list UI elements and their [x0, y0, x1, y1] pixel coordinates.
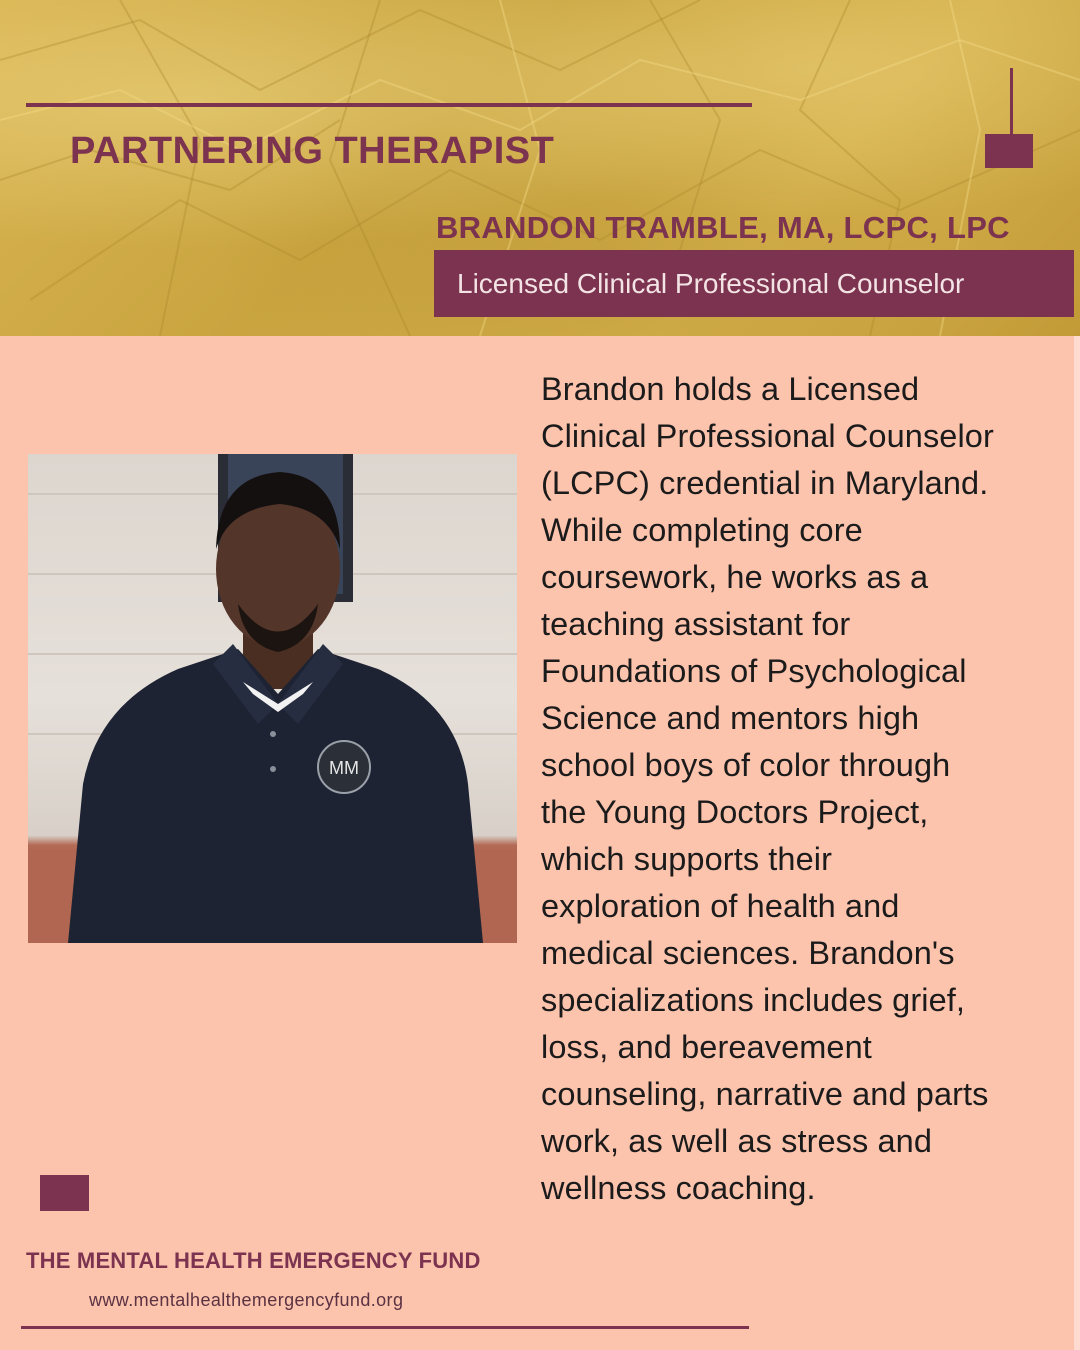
bio-line: Clinical Professional Counselor	[541, 418, 994, 454]
decorative-square-bottom	[40, 1175, 89, 1211]
bio-line: teaching assistant for	[541, 606, 851, 642]
bio-line: medical sciences. Brandon's	[541, 935, 955, 971]
bio-line: Science and mentors high	[541, 700, 920, 736]
therapist-name: BRANDON TRAMBLE, MA, LCPC, LPC	[436, 210, 1010, 245]
org-name: THE MENTAL HEALTH EMERGENCY FUND	[26, 1248, 481, 1273]
bio-line: counseling, narrative and parts	[541, 1076, 989, 1112]
bio-line: loss, and bereavement	[541, 1029, 872, 1065]
portrait-illustration	[28, 454, 517, 943]
bio-line: school boys of color through	[541, 747, 951, 783]
bio-line: exploration of health and	[541, 888, 900, 924]
bio-line: work, as well as stress and	[541, 1123, 933, 1159]
therapist-role: Licensed Clinical Professional Counselor	[457, 267, 965, 299]
bio-text	[541, 366, 1061, 1212]
top-divider-line	[26, 103, 752, 107]
bio-line: coursework, he works as a	[541, 559, 929, 595]
bio-line: (LCPC) credential in Maryland.	[541, 465, 989, 501]
bio-line: wellness coaching.	[541, 1170, 816, 1206]
org-website-link[interactable]: www.mentalhealthemergencyfund.org	[89, 1290, 404, 1310]
role-banner	[434, 250, 1074, 317]
therapist-photo	[28, 454, 517, 943]
bio-line: While completing core	[541, 512, 863, 548]
decorative-square-top	[985, 134, 1033, 168]
shirt-logo: MM	[329, 758, 359, 778]
bio-line: Foundations of Psychological	[541, 653, 967, 689]
decorative-stem	[1010, 68, 1013, 138]
bio-line: Brandon holds a Licensed	[541, 371, 920, 407]
section-title: PARTNERING THERAPIST	[70, 130, 555, 172]
header-banner	[0, 0, 1080, 336]
bottom-divider-line	[21, 1326, 749, 1329]
bio-line: the Young Doctors Project,	[541, 794, 929, 830]
bio-line: specializations includes grief,	[541, 982, 966, 1018]
right-edge-strip	[1074, 336, 1080, 1350]
bio-line: which supports their	[541, 841, 833, 877]
